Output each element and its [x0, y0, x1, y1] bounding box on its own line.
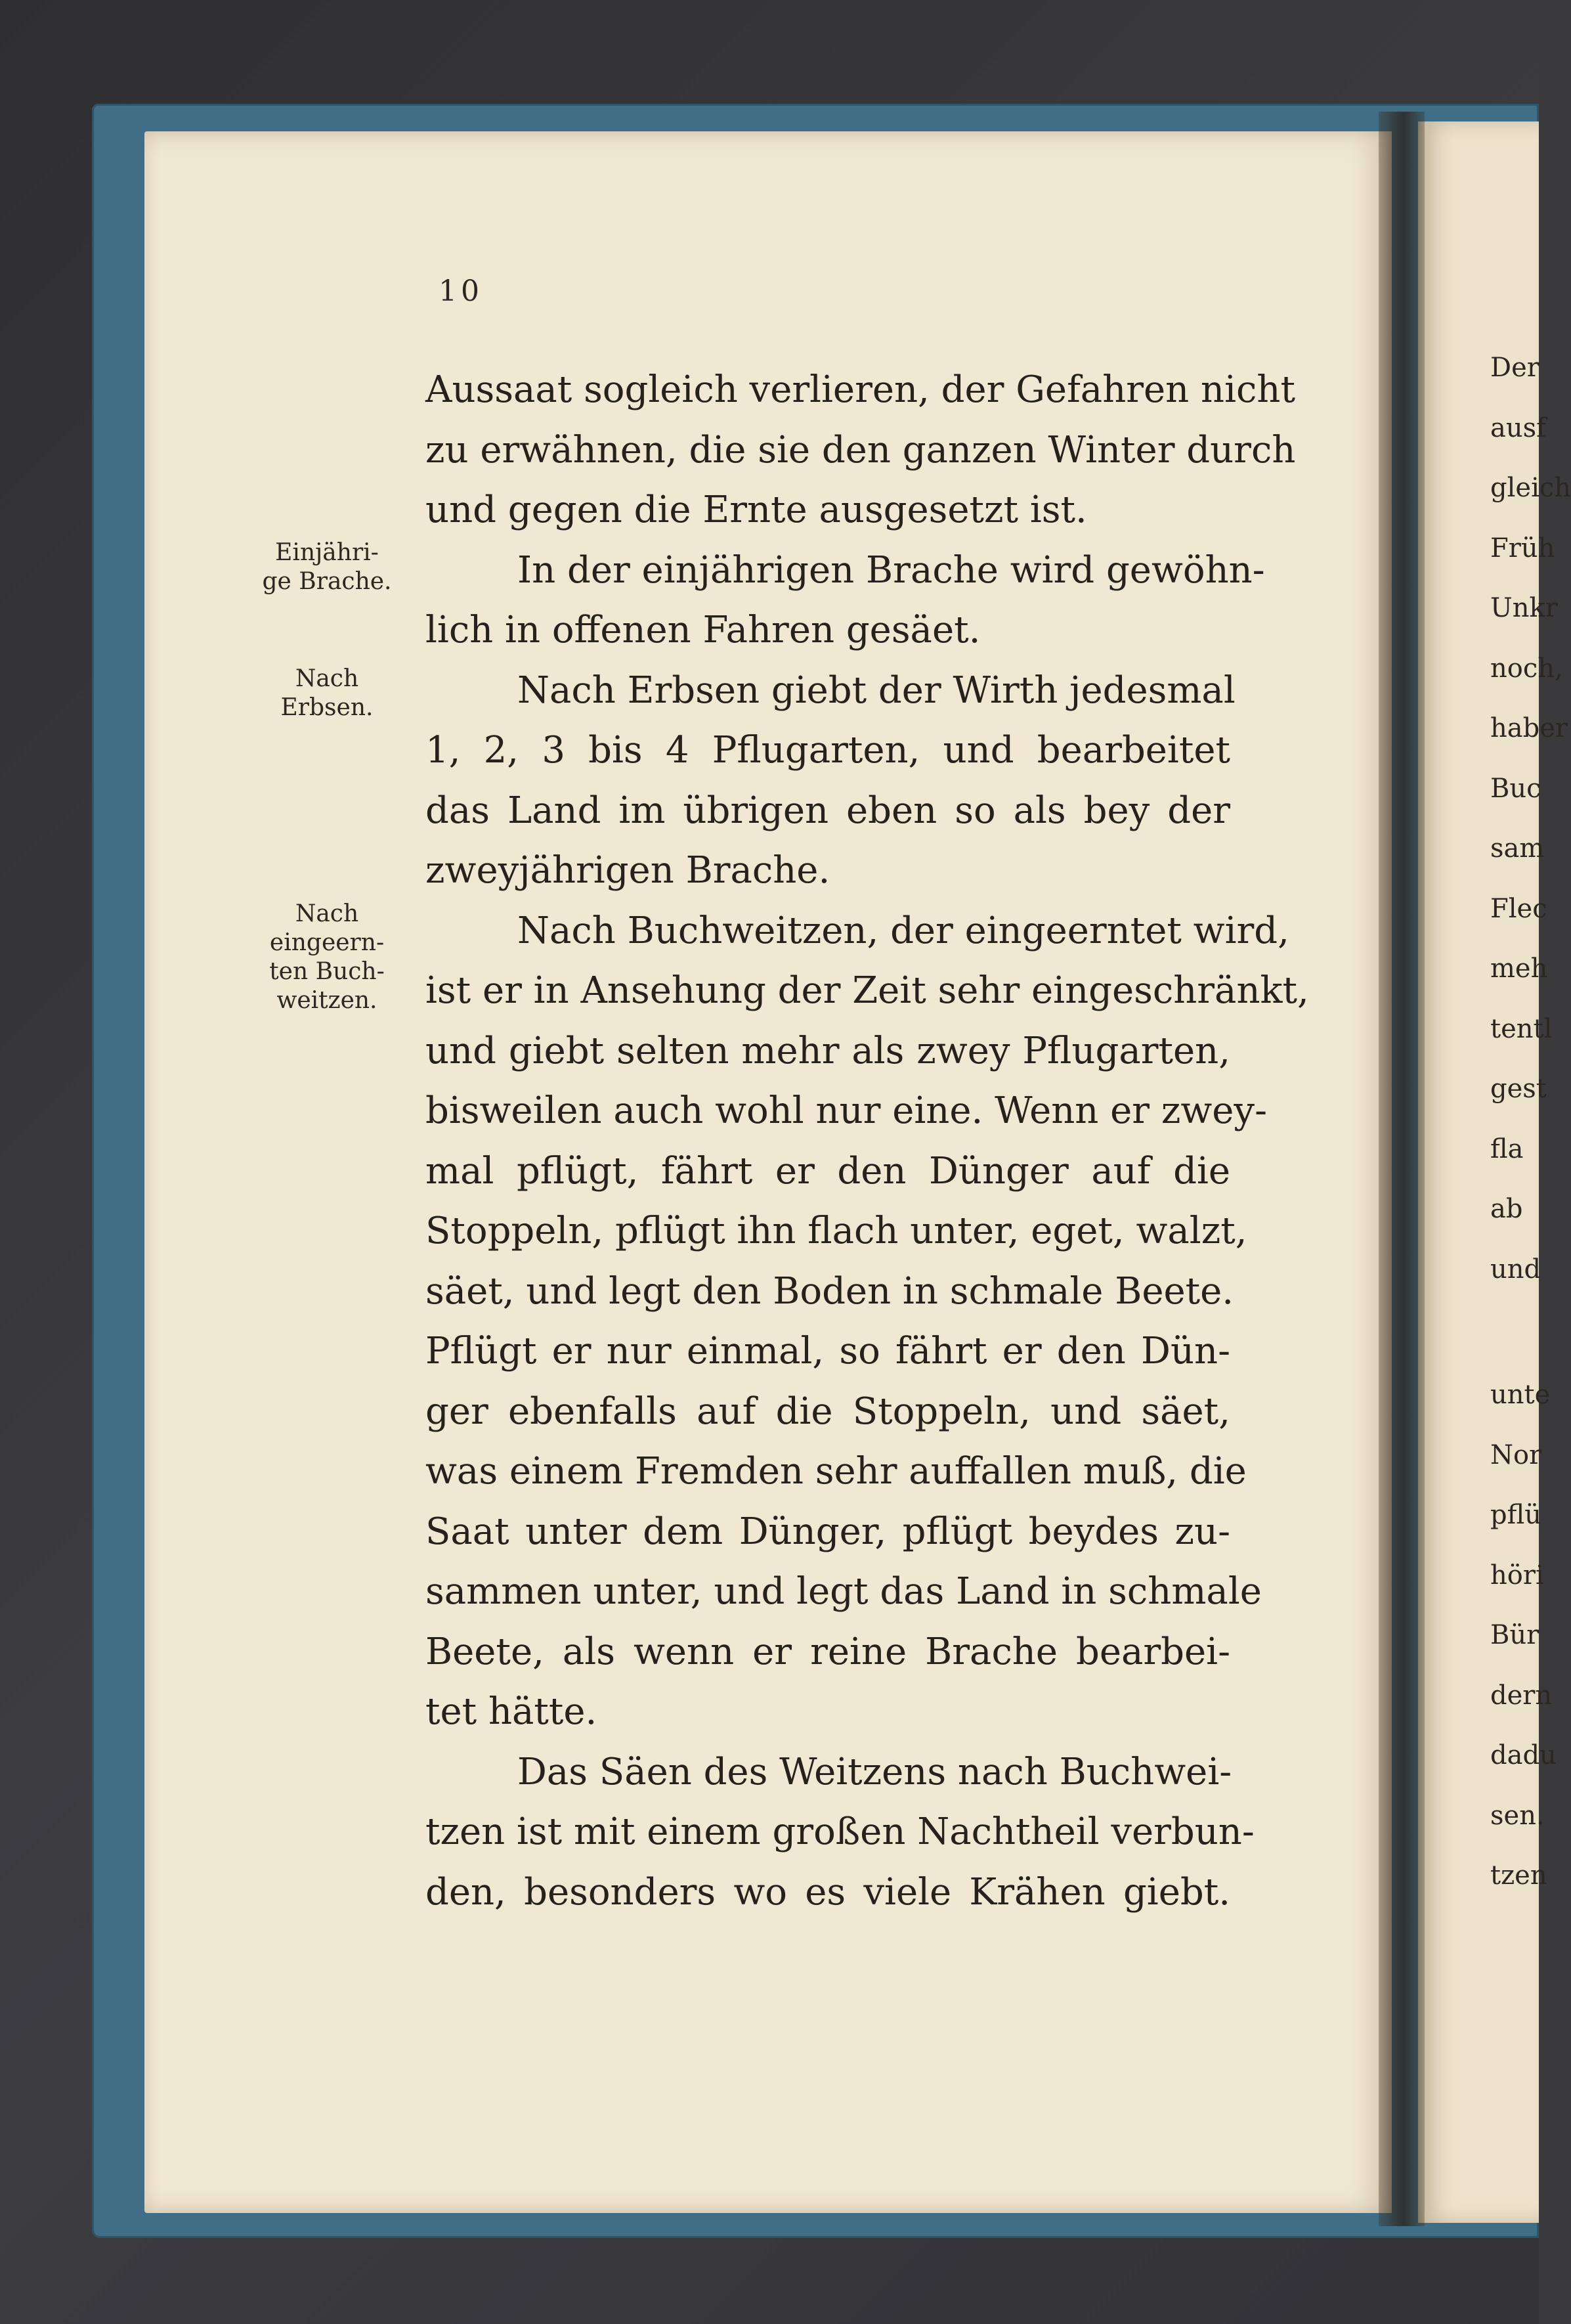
text-line: tzen ist mit einem großen Nachtheil verbun-	[425, 1810, 1255, 1853]
facing-page-line: noch,	[1490, 653, 1563, 684]
text-line: ger ebenfalls auf die Stoppeln, und säet,	[425, 1390, 1230, 1433]
text-line: säet, und legt den Boden in schmale Beete.	[425, 1269, 1234, 1313]
page-number: 10	[439, 274, 483, 308]
margin-note-line: Nach	[295, 665, 359, 692]
facing-page-gap	[1490, 1300, 1539, 1365]
text-line: mal pflügt, fährt er den Dünger auf die	[425, 1149, 1230, 1193]
facing-page-line: pflü	[1490, 1500, 1542, 1530]
facing-page-line: gest	[1490, 1074, 1547, 1104]
text-line: Das Säen des Weitzens nach Buchwei-	[517, 1750, 1232, 1793]
facing-page-text	[1490, 338, 1571, 1906]
text-line: Aussaat sogleich verlieren, der Gefahren nicht	[425, 368, 1295, 411]
facing-page-line: Bür	[1490, 1620, 1539, 1650]
facing-page-line: Buc	[1490, 773, 1541, 804]
text-line: Saat unter dem Dünger, pflügt beydes zu-	[425, 1510, 1230, 1553]
main-text-block	[425, 360, 1309, 1922]
margin-note-line: ten Buch-	[269, 958, 385, 985]
facing-page-line: Der	[1490, 353, 1539, 383]
text-line: ist er in Ansehung der Zeit sehr eingeschränkt,	[425, 969, 1309, 1012]
facing-page-line: dadu	[1490, 1740, 1557, 1770]
margin-note-line: eingeern-	[269, 929, 385, 956]
text-line: sammen unter, und legt das Land in schmale	[425, 1570, 1262, 1613]
margin-note-line: ge Brache.	[262, 568, 392, 595]
text-line: Nach Erbsen giebt der Wirth jedesmal	[517, 669, 1236, 712]
text-line: Stoppeln, pflügt ihn flach unter, eget, walzt,	[425, 1210, 1247, 1252]
text-line: Pflügt er nur einmal, so fährt er den Dün-	[425, 1330, 1230, 1372]
text-line: bisweilen auch wohl nur eine. Wenn er zwey-	[425, 1089, 1267, 1132]
margin-note-line: Nach	[295, 900, 359, 927]
facing-page-line: Früh	[1490, 533, 1555, 563]
margin-note-line: Einjähri-	[275, 539, 379, 566]
facing-page-line: und	[1490, 1254, 1541, 1284]
text-line: tet hätte.	[425, 1690, 597, 1733]
text-line: und gegen die Ernte ausgesetzt ist.	[425, 489, 1087, 531]
facing-page-line: Flec	[1490, 893, 1547, 924]
margin-note-nach-erbsen	[255, 665, 399, 722]
facing-page-line: tentl	[1490, 1013, 1553, 1044]
text-line: und giebt selten mehr als zwey Pflugarten,	[425, 1029, 1230, 1072]
text-line: den, besonders wo es viele Krähen giebt.	[425, 1870, 1230, 1914]
text-line: zu erwähnen, die sie den ganzen Winter durch	[425, 428, 1296, 471]
text-line: was einem Fremden sehr auffallen muß, die	[425, 1450, 1247, 1493]
facing-page-line: haber	[1490, 713, 1568, 743]
margin-note-einjaehrige-brache	[255, 538, 399, 596]
text-line: zweyjährigen Brache.	[425, 849, 830, 892]
text-line: 1, 2, 3 bis 4 Pflugarten, und bearbeitet	[425, 729, 1230, 772]
facing-page-line: sen.	[1490, 1800, 1545, 1831]
text-line: Nach Buchweitzen, der eingeerntet wird,	[517, 909, 1289, 952]
facing-page-line: sam	[1490, 833, 1545, 864]
facing-page-line: ab	[1490, 1194, 1523, 1224]
text-line: das Land im übrigen eben so als bey der	[425, 789, 1230, 832]
margin-note-line: weitzen.	[276, 987, 377, 1014]
facing-page-line: Unkr	[1490, 593, 1558, 623]
facing-page-line: tzen	[1490, 1860, 1547, 1891]
facing-page-line: ausf	[1490, 412, 1546, 443]
facing-page-line: dern	[1490, 1680, 1553, 1711]
facing-page-line: höri	[1490, 1560, 1544, 1590]
book-gutter	[1379, 112, 1425, 2226]
facing-page-line: Nor	[1490, 1439, 1542, 1470]
text-line: lich in offenen Fahren gesäet.	[425, 609, 981, 651]
text-line: In der einjährigen Brache wird gewöhn-	[517, 548, 1265, 592]
facing-page-line: unte	[1490, 1380, 1551, 1410]
facing-page-line: meh	[1490, 954, 1548, 984]
text-line: Beete, als wenn er reine Brache bearbei-	[425, 1630, 1230, 1673]
margin-note-nach-buchweitzen	[255, 900, 399, 1015]
facing-page-line: fla	[1490, 1133, 1524, 1164]
margin-note-line: Erbsen.	[280, 694, 374, 721]
facing-page-line: gleich	[1490, 473, 1571, 503]
